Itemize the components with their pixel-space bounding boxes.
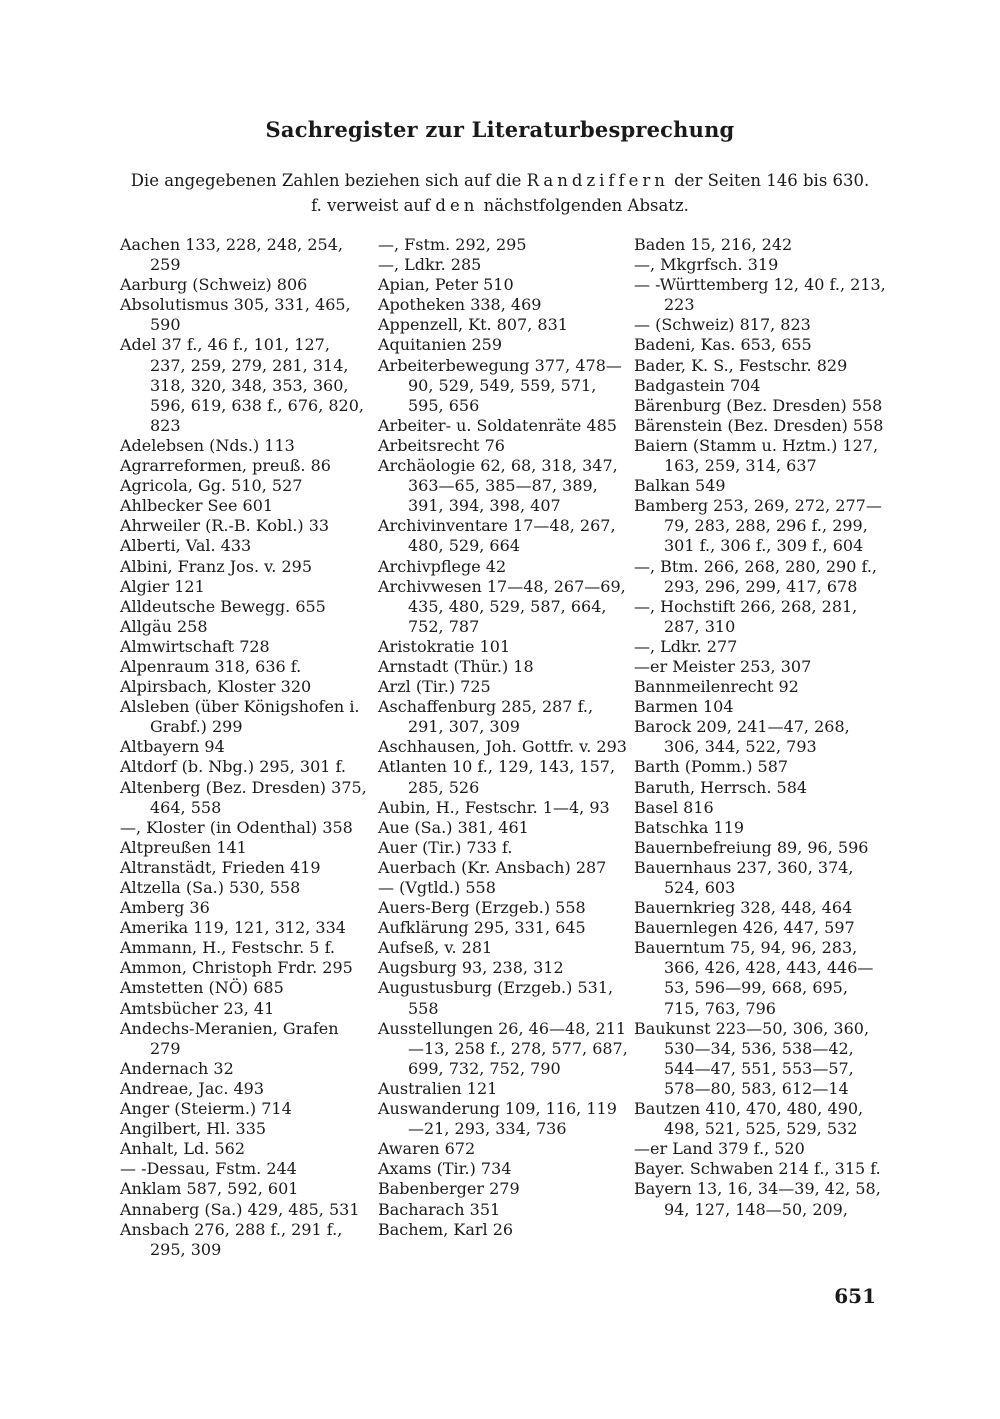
index-entry: Bauernkrieg 328, 448, 464 xyxy=(634,898,853,918)
index-column-1 xyxy=(120,235,370,1260)
index-entry: Basel 816 xyxy=(634,797,714,817)
index-entry: Bautzen 410, 470, 480, 490, 498, 521, 525, 529, 532 xyxy=(634,1099,864,1139)
index-entry: Bauernhaus 237, 360, 374, 524, 603 xyxy=(634,857,854,897)
index-entry: Allgäu 258 xyxy=(120,616,208,636)
index-entry: Alsleben (über Königshofen i. Grabf.) 299 xyxy=(120,697,360,737)
index-entry: Aristokratie 101 xyxy=(378,636,511,656)
index-entry: Bachem, Karl 26 xyxy=(378,1219,514,1239)
index-entry: Alpenraum 318, 636 f. xyxy=(120,656,302,676)
page-number: 651 xyxy=(834,1284,876,1308)
index-entry: Bauernbefreiung 89, 96, 596 xyxy=(634,837,869,857)
index-entry: —er Meister 253, 307 xyxy=(634,656,812,676)
index-entry: Axams (Tir.) 734 xyxy=(378,1159,512,1179)
index-entry: Baden 15, 216, 242 xyxy=(634,235,793,254)
index-entry: Albini, Franz Jos. v. 295 xyxy=(120,556,313,576)
index-entry: —, Btm. 266, 268, 280, 290 f., 293, 296, 299, 417, 678 xyxy=(634,556,877,596)
index-entry: Aschhausen, Joh. Gottfr. v. 293 xyxy=(378,737,627,757)
index-entry: Anhalt, Ld. 562 xyxy=(120,1139,245,1159)
intro-line-2 xyxy=(90,193,910,218)
index-entry: Bayer. Schwaben 214 f., 315 f. xyxy=(634,1159,881,1179)
index-entry: Ausstellungen 26, 46—48, 211—13, 258 f., 278, 577, 687, 699, 732, 752, 790 xyxy=(378,1018,628,1078)
index-entry: Andernach 32 xyxy=(120,1058,234,1078)
index-entry: Aquitanien 259 xyxy=(378,335,503,355)
index-entry: Altzella (Sa.) 530, 558 xyxy=(120,878,301,897)
index-entry: Absolutismus 305, 331, 465, 590 xyxy=(120,295,351,335)
index-entry: —, Ldkr. 277 xyxy=(634,636,738,656)
index-entry: Arbeiter- u. Soldatenräte 485 xyxy=(378,415,617,435)
index-entry: Baukunst 223—50, 306, 360, 530—34, 536, 538—42, 544—47, 551, 553—57, 578—80, 583, 612—14 xyxy=(634,1018,870,1098)
page-title: Sachregister zur Literaturbesprechung xyxy=(265,117,735,142)
index-entry: Batschka 119 xyxy=(634,817,745,837)
index-entry: Amstetten (NÖ) 685 xyxy=(120,978,284,998)
intro-line-1-spaced: Randziffern xyxy=(526,171,669,190)
index-entry: Anklam 587, 592, 601 xyxy=(120,1179,299,1199)
index-entry: Baruth, Herrsch. 584 xyxy=(634,777,808,797)
index-entry: Archivpflege 42 xyxy=(378,556,507,576)
index-entry: Bader, K. S., Festschr. 829 xyxy=(634,355,848,375)
index-entry: Babenberger 279 xyxy=(378,1179,520,1199)
index-entry: Auerbach (Kr. Ansbach) 287 xyxy=(378,857,607,877)
index-entry: Aachen 133, 228, 248, 254, 259 xyxy=(120,235,343,275)
index-entry: Arbeitsrecht 76 xyxy=(378,435,505,455)
index-entry: Alldeutsche Bewegg. 655 xyxy=(120,596,326,616)
index-entry: Adelebsen (Nds.) 113 xyxy=(120,435,295,455)
index-entry: Aue (Sa.) 381, 461 xyxy=(378,817,529,837)
index-entry: Archäologie 62, 68, 318, 347, 363—65, 385—87, 389, 391, 394, 398, 407 xyxy=(378,456,618,516)
index-entry: Amtsbücher 23, 41 xyxy=(120,998,275,1018)
index-entry: Arnstadt (Thür.) 18 xyxy=(378,656,534,676)
index-entry: Baiern (Stamm u. Hztm.) 127, 163, 259, 314, 637 xyxy=(634,435,879,476)
index-entry: —, Hochstift 266, 268, 281, 287, 310 xyxy=(634,596,858,636)
index-entry: Altbayern 94 xyxy=(120,737,225,757)
index-entry: Ansbach 276, 288 f., 291 f., 295, 309 xyxy=(120,1219,343,1259)
intro-line-1 xyxy=(90,168,910,193)
index-entry: Amberg 36 xyxy=(120,898,210,918)
index-entry: Barth (Pomm.) 587 xyxy=(634,757,789,777)
index-entry: Augustusburg (Erzgeb.) 531, 558 xyxy=(378,978,614,1018)
index-column-2 xyxy=(378,235,630,1240)
index-entry: Altdorf (b. Nbg.) 295, 301 f. xyxy=(120,757,346,777)
index-entry: — (Vgtld.) 558 xyxy=(378,878,496,897)
index-entry: Apian, Peter 510 xyxy=(378,275,514,295)
intro-line-1-a: Die angegebenen Zahlen beziehen sich auf die xyxy=(130,171,522,190)
index-entry: Apotheken 338, 469 xyxy=(378,295,542,315)
index-entry: Angilbert, Hl. 335 xyxy=(120,1119,267,1139)
index-entry: Almwirtschaft 728 xyxy=(120,636,270,656)
index-entry: Anger (Steierm.) 714 xyxy=(120,1099,292,1119)
index-entry: Ammann, H., Festschr. 5 f. xyxy=(120,938,336,958)
index-entry: Auers-Berg (Erzgeb.) 558 xyxy=(378,898,586,918)
index-entry: Bamberg 253, 269, 272, 277—79, 283, 288, 296 f., 299, 301 f., 306 f., 309 f., 604 xyxy=(634,496,882,556)
index-entry: Altranstädt, Frieden 419 xyxy=(120,857,321,877)
index-entry: Altpreußen 141 xyxy=(120,837,247,857)
index-entry: —, Mkgrfsch. 319 xyxy=(634,255,779,275)
index-entry: Bärenstein (Bez. Dresden) 558 xyxy=(634,415,884,435)
index-entry: Archivinventare 17—48, 267, 480, 529, 664 xyxy=(378,516,616,556)
index-entry: Archivwesen 17—48, 267—69, 435, 480, 529, 587, 664, 752, 787 xyxy=(378,576,626,636)
index-entry: Aufseß, v. 281 xyxy=(378,938,493,958)
index-entry: Bayern 13, 16, 34—39, 42, 58, 94, 127, 148—50, 209, xyxy=(634,1179,881,1219)
index-entry: Aarburg (Schweiz) 806 xyxy=(120,275,308,295)
index-entry: Barock 209, 241—47, 268, 306, 344, 522, 793 xyxy=(634,717,850,757)
intro-text xyxy=(90,168,910,218)
index-entry: Arbeiterbewegung 377, 478—90, 529, 549, 559, 571, 595, 656 xyxy=(378,355,622,415)
index-entry: Amerika 119, 121, 312, 334 xyxy=(120,918,346,938)
index-entry: Bacharach 351 xyxy=(378,1199,501,1219)
intro-line-2-a: f. verweist auf xyxy=(311,196,431,215)
index-entry: Bauerntum 75, 94, 96, 283, 366, 426, 428, 443, 446—53, 596—99, 668, 695, 715, 763, 796 xyxy=(634,938,874,1018)
index-entry: Aschaffenburg 285, 287 f., 291, 307, 309 xyxy=(378,697,594,737)
index-entry: Bärenburg (Bez. Dresden) 558 xyxy=(634,395,883,415)
index-entry: Agrarreformen, preuß. 86 xyxy=(120,456,331,476)
index-entry: Arzl (Tir.) 725 xyxy=(378,677,491,697)
index-entry: — (Schweiz) 817, 823 xyxy=(634,315,811,335)
index-entry: Bauernlegen 426, 447, 597 xyxy=(634,918,855,938)
index-entry: —, Kloster (in Odenthal) 358 xyxy=(120,817,353,837)
index-entry: Ahlbecker See 601 xyxy=(120,496,274,516)
index-entry: Andreae, Jac. 493 xyxy=(120,1078,265,1098)
index-entry: Algier 121 xyxy=(120,576,205,596)
index-entry: Annaberg (Sa.) 429, 485, 531 xyxy=(120,1199,360,1219)
index-entry: Appenzell, Kt. 807, 831 xyxy=(378,315,568,335)
index-entry: —er Land 379 f., 520 xyxy=(634,1139,805,1159)
index-entry: Balkan 549 xyxy=(634,476,726,496)
index-entry: —, Fstm. 292, 295 xyxy=(378,235,527,254)
index-entry: Bannmeilenrecht 92 xyxy=(634,677,799,697)
index-entry: Alpirsbach, Kloster 320 xyxy=(120,677,312,697)
intro-line-2-spaced: den xyxy=(435,196,479,215)
intro-line-1-b: der Seiten 146 bis 630. xyxy=(674,171,870,190)
index-entry: Andechs-Meranien, Grafen 279 xyxy=(120,1018,339,1058)
index-entry: Australien 121 xyxy=(378,1078,498,1098)
index-entry: Badeni, Kas. 653, 655 xyxy=(634,335,812,355)
index-entry: Ammon, Christoph Frdr. 295 xyxy=(120,958,353,978)
index-entry: Altenberg (Bez. Dresden) 375, 464, 558 xyxy=(120,777,367,817)
index-entry: Auer (Tir.) 733 f. xyxy=(378,837,513,857)
index-entry: Aufklärung 295, 331, 645 xyxy=(378,918,586,938)
index-entry: Ahrweiler (R.-B. Kobl.) 33 xyxy=(120,516,330,536)
index-entry: Auswanderung 109, 116, 119—21, 293, 334, 736 xyxy=(378,1099,617,1139)
index-entry: —, Ldkr. 285 xyxy=(378,255,482,275)
index-entry: Augsburg 93, 238, 312 xyxy=(378,958,564,978)
index-column-3 xyxy=(634,235,886,1220)
index-entry: Awaren 672 xyxy=(378,1139,476,1159)
index-entry: Adel 37 f., 46 f., 101, 127, 237, 259, 279, 281, 314, 318, 320, 348, 353, 360, 596, 619, 638 f., 676, 820, 823 xyxy=(120,335,364,435)
intro-line-2-b: nächstfolgenden Absatz. xyxy=(483,196,689,215)
index-entry: Agricola, Gg. 510, 527 xyxy=(120,476,303,496)
index-entry: — -Dessau, Fstm. 244 xyxy=(120,1159,297,1179)
index-entry: Atlanten 10 f., 129, 143, 157, 285, 526 xyxy=(378,757,616,797)
index-entry: — -Württemberg 12, 40 f., 213, 223 xyxy=(634,275,886,315)
index-entry: Barmen 104 xyxy=(634,697,734,717)
index-entry: Alberti, Val. 433 xyxy=(120,536,252,556)
index-entry: Badgastein 704 xyxy=(634,375,761,395)
index-entry: Aubin, H., Festschr. 1—4, 93 xyxy=(378,797,610,817)
